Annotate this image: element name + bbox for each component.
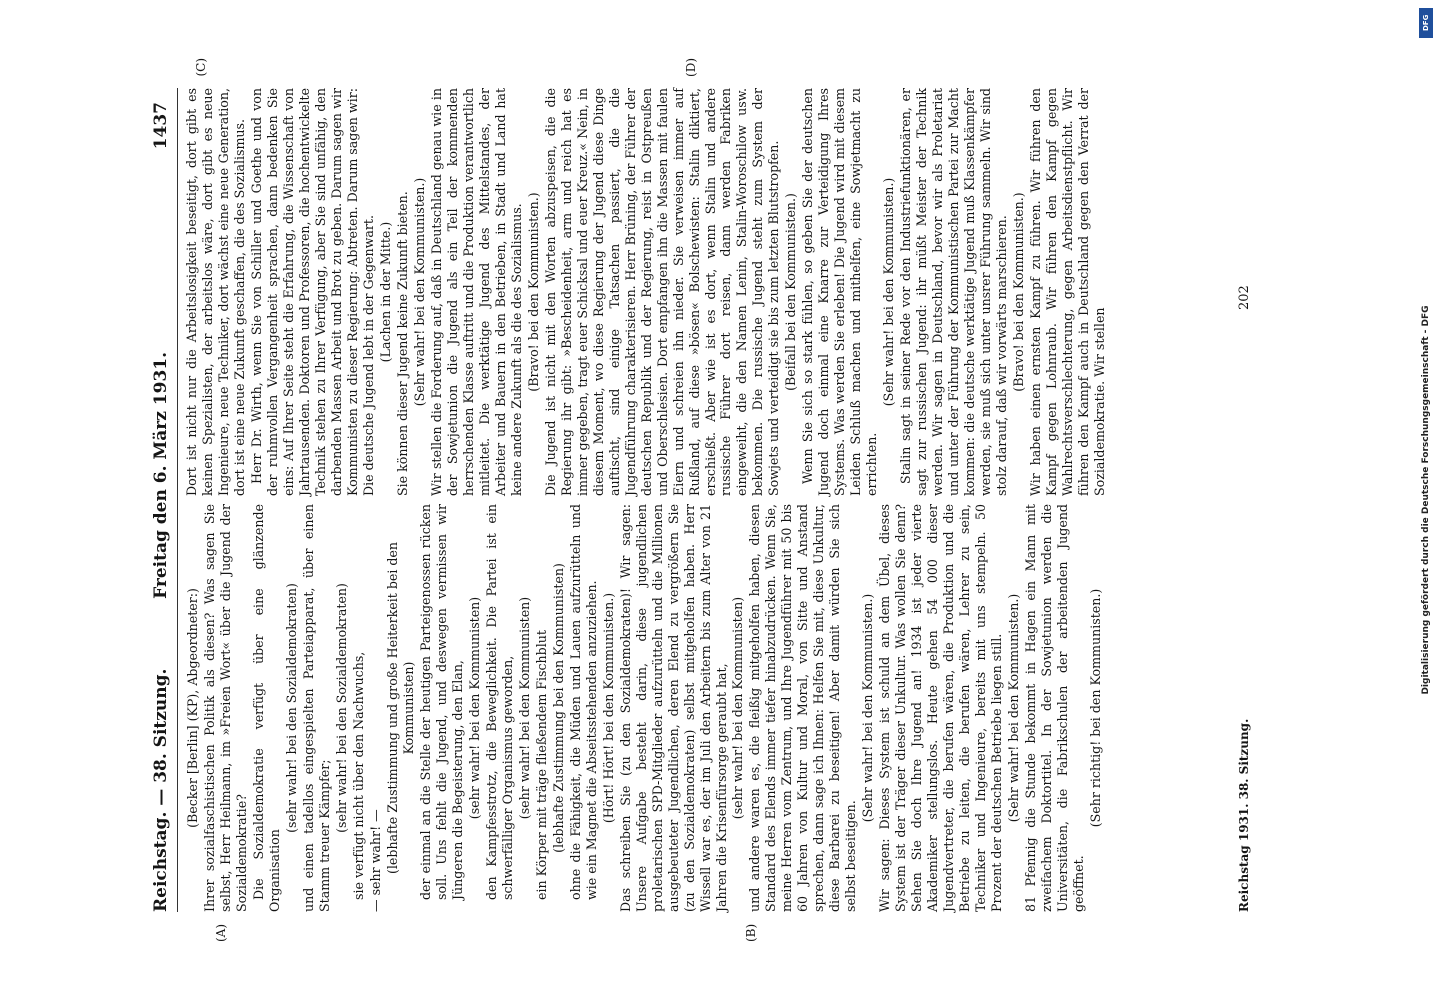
- interjection: (Beifall bei den Kommunisten.): [783, 193, 799, 391]
- left-column: [184, 504, 1109, 942]
- dfg-logo-icon: DFG: [1419, 8, 1433, 38]
- margin-marker-b: (B): [744, 923, 758, 942]
- interjection: (Hört! Hört! bei den Kommunisten.): [600, 592, 616, 824]
- interjection: (Lachen in der Mitte.): [377, 221, 393, 363]
- paragraph: der einmal an die Stelle der heutigen Parteigenossen rücken soll. Uns fehlt die Jugend, und deswegen vermissen wir Jüngeren die Begeisterung, den Elan,: [417, 504, 465, 900]
- interjection: (Bravo! bei den Kommunisten.): [525, 192, 541, 392]
- paragraph: und andere waren es, die fleißig mitgeholfen haben, diesen Standard des Elends immer tiefer hinabzudrücken. Wenn Sie, meine Herren vom Zentrum, und Ihre Jugendführer mit 50 bis 60 Jahren von Kultur und Moral, von Sitte und Anstand sprechen, dann sage ich Ihnen: Helfen Sie mit, diese Unkultur, diese Barbarei zu beseitigen! Aber damit würden Sie sich selbst beseitigen.: [747, 504, 859, 912]
- header-session: Reichstag. — 38. Sitzung.: [151, 668, 172, 912]
- interjection: (sehr wahr! bei den Sozialdemokraten): [333, 583, 349, 833]
- paragraph: Wir haben einen ernsten Kampf zu führen. Wir führen den Kampf gegen Lohnraub. Wir führen den Kampf gegen Wahlrechtsverschlechterung, gegen Arbeitsdienstpflicht. Wir führen den Kampf auch in Deutschland gegen den Verrat der Sozialdemokratie. Wir stellen: [1028, 88, 1108, 496]
- paragraph: Dort ist nicht nur die Arbeitslosigkeit beseitigt, dort gibt es keinen Spezialisten, der arbeitslos wäre, dort gibt es neue Ingenieure, neue Techniker, dort wächst eine neue Generation, dort ist eine neue Zukunft geschaffen, die des Sozialismus.: [184, 88, 247, 496]
- interjection: (sehr wahr! bei den Sozialdemokraten): [283, 583, 299, 833]
- paragraph: Die Jugend ist nicht mit den Worten abzuspeisen, die die Regierung ihr gibt: »Bescheidenheit, arm und reich hat es immer gegeben, tragt euer Schicksal und euer Kreuz.« Nein, in diesem Moment, wo diese Regierung der Jugend diese Dinge auftischt, sind einige Tatsachen passiert, die die Jugendführung charakterisieren. Herr Brüning, der Führer der deutschen Republik und der Regierung, reist in Ostpreußen und Oberschlesien. Dort empfangen ihn die Massen mit faulen Eiern und schreien ihn nieder. Sie verweisen immer auf Rußland, auf diese »bösen« Bolschewisten: Stalin diktiert, erschießt. Aber wie ist es dort, wenn Stalin und andere russische Führer dort reisen, dann werden Fabriken eingeweiht, die den Namen Lenin, Stalin-Woroschilow usw. bekommen. Die russische Jugend steht zum System der Sowjets und verteidigt sie bis zum letzten Blutstropfen.: [542, 88, 782, 496]
- credit-text: Digitalisierung gefördert durch die Deutsche Forschungsgemeinschaft - DFG: [1421, 305, 1431, 695]
- paragraph: 81 Pfennig die Stunde bekommt in Hagen ein Mann mit zweifachem Doktortitel. In der Sowjetunion werden die Universitäten, die Fabrikschulen der arbeitenden Jugend geöffnet.: [1023, 504, 1087, 912]
- paragraph: Herr Dr. Wirth, wenn Sie von Schiller und Goethe und von der ruhmvollen Vergangenheit sprachen, dann bedenken Sie eins: Auf Ihrer Seite steht die Erfahrung, die Wissenschaft von Jahrtausenden. Doktoren und Professoren, die hochentwickelte Technik stehen zu Ihrer Verfügung, aber Sie sind unfähig, den darbenden Massen Arbeit und Brot zu geben. Darum sagen wir Kommunisten zu dieser Regierung: Abtreten. Darum sagen wir: Die deutsche Jugend lebt in der Gegenwart.: [248, 88, 376, 496]
- paragraph: ohne die Fähigkeit, die Müden und Lauen aufzurütteln und wie ein Magnet die Abseitsstehenden anzuziehen.: [567, 504, 599, 900]
- left-column-text: [185, 504, 1104, 912]
- paragraph: Sie können dieser Jugend keine Zukunft bieten.: [394, 191, 410, 496]
- paragraph: Ihrer sozialfaschistischen Politik als diesen? Was sagen Sie selbst, Herr Heilmann, im »Freien Wort« über die Jugend der Sozialdemokratie?: [201, 504, 249, 912]
- interjection: (sehr wahr! bei den Kommunisten): [730, 596, 746, 820]
- interjection: (sehr wahr! bei den Kommunisten): [516, 596, 532, 820]
- header-date: Freitag den 6. März 1931.: [151, 351, 172, 599]
- interjection: (Sehr wahr! bei den Kommunisten.): [860, 593, 876, 823]
- interjection: (Bravo! bei den Kommunisten.): [1011, 192, 1027, 392]
- page-header: [147, 88, 178, 912]
- paragraph: Wir stellen die Forderung auf, daß in Deutschland genau wie in der Sowjetunion die Jugend als ein Teil der kommenden herrschenden Klasse auftritt und die Produktion verantwortlich mitleitet. Die werktätige Jugend des Mittelstandes, der Arbeiter und Bauern in den Betrieben, in Stadt und Land hat keine andere Zukunft als die des Sozialismus.: [428, 88, 524, 496]
- interjection: (lebhafte Zustimmung bei den Kommunisten): [550, 563, 566, 853]
- paragraph: Das schreiben Sie (zu den Sozialdemokraten)! Wir sagen: Unsere Aufgabe besteht darin, diese jugendlichen proletarischen SPD-Mitglieder aufzurütteln und die Millionen ausgebeuteter Jugendlichen, deren Elend zu vergrößern Sie (zu den Sozialdemokraten) selbst mitgeholfen haben. Herr Wissell war es, der im Juli den Arbeitern bis zum Alter von 21 Jahren die Krisenfürsorge geraubt hat,: [617, 504, 729, 912]
- paragraph: sie verfügt nicht über den Nachwuchs,: [350, 651, 366, 900]
- digitization-credit: [1418, 0, 1434, 1000]
- footer-page-number: 202: [1237, 285, 1252, 310]
- interjection: (Sehr wahr! bei den Kommunisten.): [881, 177, 897, 407]
- paragraph: ein Körper mit träge fließendem Fischblut: [533, 630, 549, 900]
- interjection: (Sehr wahr! bei den Kommunisten.): [1006, 593, 1022, 823]
- margin-marker-d: (D): [684, 58, 698, 77]
- paragraph: Die Sozialdemokratie verfügt über eine glänzende Organisation: [250, 504, 282, 912]
- paragraph: Wenn Sie sich so stark fühlen, so geben Sie der deutschen Jugend doch einmal eine Knarre zur Verteidigung Ihres Systems. Was werden Sie erleben! Die Jugend wird mit diesem Leiden Schluß machen und mithelfen, eine Sowjetmacht zu errichten.: [800, 88, 880, 496]
- right-column-text: [184, 88, 1108, 496]
- interjection: (Becker [Berlin] (KP), Abgeordneter:): [185, 588, 200, 828]
- paragraph: — sehr wahr! —: [367, 809, 383, 912]
- interjection: (Sehr richtig! bei den Kommunisten.): [1088, 588, 1104, 828]
- margin-marker-c: (C): [194, 58, 208, 77]
- paragraph: Stalin sagt in seiner Rede vor den Industriefunktionären, er sagt zur russischen Jugend: ihr müßt Meister der Technik werden. Wir sagen in Deutschland, bevor wir als Proletariat und unter der Führung der Kommunistischen Partei zur Macht kommen: die deutsche werktätige Jugend muß Klassenkämpfer werden, sie muß sich unter unsrer Führung sammeln. Wir sind stolz darauf, daß wir vorwärts marschieren.: [898, 88, 1010, 496]
- interjection: (lebhafte Zustimmung und große Heiterkeit bei den Kommunisten): [384, 542, 416, 875]
- right-column: [184, 58, 1109, 496]
- interjection: (sehr wahr! bei den Kommunisten): [466, 596, 482, 820]
- footer-label: Reichstag 1931. 38. Sitzung.: [1237, 718, 1251, 912]
- rotated-page: [137, 50, 1297, 950]
- margin-marker-a: (A): [214, 923, 228, 942]
- header-page-number: 1437: [151, 102, 172, 150]
- paragraph: den Kampfesstrotz, die Beweglichkeit. Die Partei ist ein schwerfälliger Organismus geworden,: [483, 504, 515, 900]
- paragraph: und einen tadellos eingespielten Parteiapparat, über einen Stamm treuer Kämpfer;: [300, 504, 332, 912]
- interjection: (Sehr wahr! bei den Kommunisten.): [411, 177, 427, 407]
- paragraph: Wir sagen: Dieses System ist schuld an dem Übel, dieses System ist der Träger dieser Unkultur. Was wollen Sie denn? Sehen Sie doch Ihre Jugend an! 1934 ist jeder vierte Akademiker stellungslos. Heute gehen 54 000 dieser Jugendvertreter, die berufen wären, die Produktion und die Betriebe zu leiten, die berufen wären, Lehrer zu sein, Techniker und Ingenieure, bereits mit uns stempeln. 50 Prozent der deutschen Betriebe liegen still.: [877, 504, 1005, 912]
